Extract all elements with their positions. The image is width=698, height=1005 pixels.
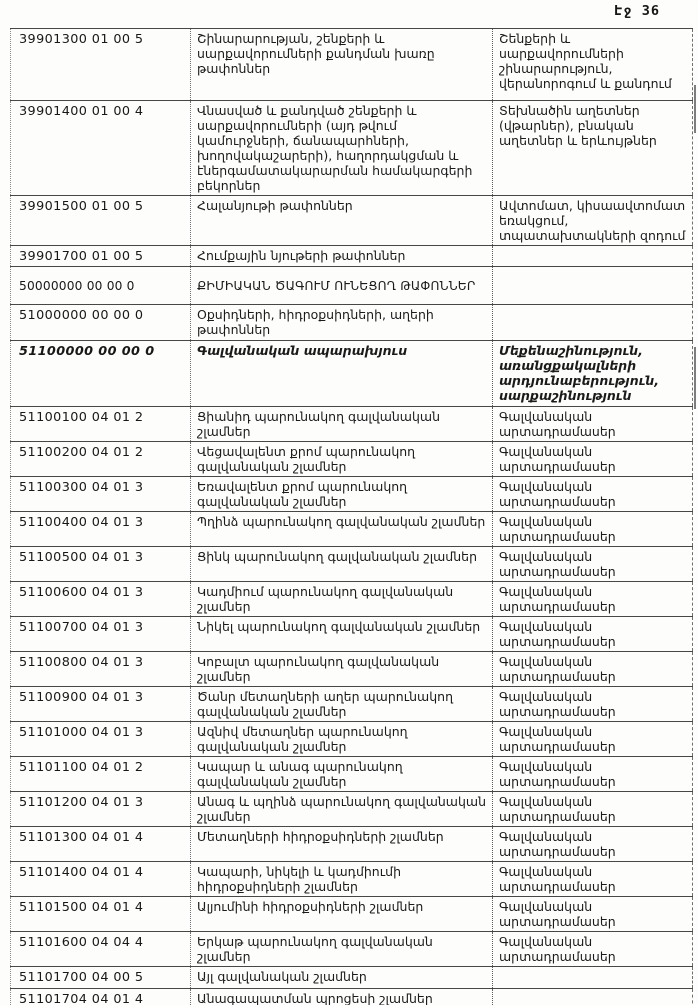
waste-code-cell [11,246,191,267]
waste-source: Գալվանական արտադրամասեր [499,689,616,719]
waste-description-cell [191,792,493,827]
waste-description-cell [191,246,493,267]
waste-source-cell [493,477,693,512]
waste-source-cell [493,547,693,582]
waste-source-cell [493,196,693,246]
waste-source: Գալվանական արտադրամասեր [499,584,616,614]
waste-code: 39901700 01 00 5 [19,249,144,264]
waste-code-cell [11,29,191,101]
waste-code-cell [11,897,191,932]
waste-description: Վնասված և քանդված շենքերի և սարքավորումների (այդ թվում կամուրջների, ճանապարհների, խողովակաշարերի), հաղորդակցման և էներգամատակարարման համակարգերի բեկորներ [197,103,473,193]
waste-description-cell [191,617,493,652]
waste-code-cell [11,687,191,722]
waste-description: Պղինձ պարունակող գալվանական շլամներ [197,514,486,529]
waste-description-cell [191,687,493,722]
waste-source: Գալվանական արտադրամասեր [499,829,616,859]
waste-code-cell [11,652,191,687]
waste-source: Մեքենաշինություն, առանցքակալների արդյունաբերություն, սարքաշինություն [499,343,659,403]
waste-code: 39901400 01 00 4 [19,104,144,119]
waste-description-cell [191,967,493,989]
waste-source: Գալվանական արտադրամասեր [499,759,616,789]
waste-code-cell [11,722,191,757]
waste-source-cell [493,101,693,196]
waste-source-cell [493,617,693,652]
waste-code-cell [11,827,191,862]
table-body [11,29,693,1005]
waste-description: Ալյումինի հիդրօքսիդների շլամներ [197,899,424,914]
scan-artifact [694,347,696,409]
waste-code: 51101300 04 01 4 [19,830,144,845]
waste-source: Գալվանական արտադրամասեր [499,514,616,544]
waste-description-cell [191,477,493,512]
waste-source: Գալվանական արտադրամասեր [499,724,616,754]
table-row [11,101,693,196]
waste-code: 51100500 04 01 3 [19,550,144,565]
table-row [11,407,693,442]
waste-source: Գալվանական արտադրամասեր [499,934,616,964]
waste-code: 51100000 00 00 0 [19,344,155,359]
waste-code-cell [11,341,191,407]
waste-description: Եռավալենտ քրոմ պարունակող գալվանական շլամներ [197,479,408,509]
waste-source: Ավտոմատ, կիսաավտոմատ եռակցում, տպատախտակների զոդում [499,198,686,243]
waste-description-cell [191,29,493,101]
waste-description: Ծանր մետաղների աղեր պարունակող գալվանական շլամներ [197,689,453,719]
table-row [11,827,693,862]
waste-source-cell [493,687,693,722]
waste-code-cell [11,101,191,196]
waste-description: Ցիանիդ պարունակող գալվանական շլամներ [197,409,440,439]
waste-description: ՔԻՄԻԱԿԱՆ ԾԱԳՈՒՄ ՈՒՆԵՑՈՂ ԹԱՓՈՆՆԵՐ [197,278,476,293]
table-row [11,897,693,932]
waste-description-cell [191,512,493,547]
waste-code-cell [11,442,191,477]
waste-code: 51101200 04 01 3 [19,795,144,810]
table-row [11,29,693,101]
waste-code-cell [11,477,191,512]
waste-code: 51000000 00 00 0 [19,308,144,323]
waste-description-cell [191,989,493,1005]
waste-code: 51100600 04 01 3 [19,585,144,600]
waste-code: 51101400 04 01 4 [19,865,144,880]
waste-description-cell [191,267,493,305]
waste-source: Գալվանական արտադրամասեր [499,654,616,684]
scan-artifact [694,85,696,133]
waste-source-cell [493,652,693,687]
waste-source-cell [493,792,693,827]
waste-description: Օքսիդների, հիդրօքսիդների, աղերի թափոններ [197,307,434,337]
waste-description-cell [191,407,493,442]
table-row [11,547,693,582]
waste-code: 51100700 04 01 3 [19,620,144,635]
waste-code-cell [11,862,191,897]
table-row [11,582,693,617]
waste-code: 51100100 04 01 2 [19,410,144,425]
waste-source-cell [493,757,693,792]
waste-code: 51101000 04 01 3 [19,725,144,740]
waste-source: Տեխնածին աղետներ (վթարներ), բնական աղետներ և երևույթներ [499,103,657,148]
waste-source-cell [493,29,693,101]
waste-classification-table [10,28,693,1005]
waste-source-cell [493,932,693,967]
waste-code-cell [11,512,191,547]
waste-code-cell [11,196,191,246]
waste-description: Կապարի, նիկելի և կադմիումի հիդրօքսիդների շլամներ [197,864,401,894]
waste-description-cell [191,897,493,932]
waste-code: 51101600 04 04 4 [19,935,144,950]
waste-description-cell [191,582,493,617]
table-row [11,512,693,547]
waste-description-cell [191,305,493,341]
waste-source-cell [493,305,693,341]
waste-source-cell [493,582,693,617]
waste-code-cell [11,547,191,582]
waste-source-cell [493,967,693,989]
waste-description: Կապար և անագ պարունակող գալվանական շլամներ [197,759,403,789]
waste-description: Կադմիում պարունակող գալվանական շլամներ [197,584,454,614]
waste-source-cell [493,341,693,407]
waste-description-cell [191,652,493,687]
waste-code-cell [11,305,191,341]
waste-code: 51100800 04 01 3 [19,655,144,670]
table-row [11,617,693,652]
waste-source: Գալվանական արտադրամասեր [499,549,616,579]
table-row [11,196,693,246]
waste-description-cell [191,932,493,967]
waste-code: 51101700 04 00 5 [19,970,144,985]
table-row [11,792,693,827]
waste-description: Գալվանական ապարախյուս [197,343,408,358]
table-row [11,341,693,407]
waste-code-cell [11,967,191,989]
waste-code: 51100200 04 01 2 [19,445,144,460]
waste-source-cell [493,246,693,267]
waste-source-cell [493,512,693,547]
waste-source: Գալվանական արտադրամասեր [499,409,616,439]
waste-source-cell [493,442,693,477]
waste-source: Գալվանական արտադրամասեր [499,619,616,649]
waste-description: Վեցավալենտ քրոմ պարունակող գալվանական շլամներ [197,444,416,474]
waste-description-cell [191,757,493,792]
table-row [11,687,693,722]
waste-source: Գալվանական արտադրամասեր [499,794,616,824]
table-row [11,757,693,792]
waste-description: Անագապատման պրոցեսի շլամներ [197,991,433,1005]
table-row [11,442,693,477]
waste-description-cell [191,547,493,582]
waste-code: 39901300 01 00 5 [19,32,144,47]
waste-code: 51100300 04 01 3 [19,480,144,495]
table-row [11,989,693,1005]
waste-description: Նիկել պարունակող գալվանական շլամներ [197,619,481,634]
waste-code: 51101500 04 01 4 [19,900,144,915]
waste-description: Ցինկ պարունակող գալվանական շլամներ [197,549,477,564]
waste-code-cell [11,617,191,652]
table-row [11,652,693,687]
waste-source: Գալվանական արտադրամասեր [499,899,616,929]
waste-code: 51100400 04 01 3 [19,515,144,530]
waste-source-cell [493,862,693,897]
waste-code-cell [11,757,191,792]
waste-description: Հալանյութի թափոններ [197,198,353,213]
waste-source-cell [493,989,693,1005]
waste-code-cell [11,407,191,442]
waste-description: Մետաղների հիդրօքսիդների շլամներ [197,829,444,844]
waste-description-cell [191,442,493,477]
waste-code-cell [11,792,191,827]
waste-source-cell [493,827,693,862]
table-row [11,862,693,897]
waste-description: Երկաթ պարունակող գալվանական շլամներ [197,934,433,964]
waste-code: 51100900 04 01 3 [19,690,144,705]
waste-code-cell [11,582,191,617]
waste-description-cell [191,341,493,407]
table-row [11,305,693,341]
waste-source: Շենքերի և սարքավորումների շինարարություն, վերանորոգում և քանդում [499,31,672,91]
waste-description-cell [191,101,493,196]
waste-code-cell [11,989,191,1005]
table-row [11,246,693,267]
waste-description: Կոբալտ պարունակող գալվանական շլամներ [197,654,440,684]
waste-source: Գալվանական արտադրամասեր [499,444,616,474]
waste-description: Շինարարության, շենքերի և սարքավորումների քանդման խառը թափոններ [197,31,435,76]
table-row [11,932,693,967]
waste-description-cell [191,862,493,897]
table-row [11,722,693,757]
waste-code-cell [11,932,191,967]
waste-source-cell [493,407,693,442]
table-row [11,967,693,989]
waste-code: 51101100 04 01 2 [19,760,144,775]
waste-description-cell [191,722,493,757]
waste-description: Անագ և պղինձ պարունակող գալվանական շլամներ [197,794,486,824]
waste-description-cell [191,827,493,862]
waste-source-cell [493,722,693,757]
waste-description: Այլ գալվանական շլամներ [197,969,367,984]
waste-code: 51101704 04 01 4 [19,992,144,1005]
waste-source-cell [493,267,693,305]
waste-source-cell [493,897,693,932]
waste-source: Գալվանական արտադրամասեր [499,479,616,509]
waste-description-cell [191,196,493,246]
waste-description: Ազնիվ մետաղներ պարունակող գալվանական շլամներ [197,724,408,754]
page-number-label: Էջ 36 [614,3,660,19]
waste-description: Հումքային նյութերի թափոններ [197,248,406,263]
waste-code: 50000000 00 00 0 [19,278,135,293]
waste-source: Գալվանական արտադրամասեր [499,864,616,894]
table-row [11,267,693,305]
table-row [11,477,693,512]
waste-code: 39901500 01 00 5 [19,199,144,214]
waste-code-cell [11,267,191,305]
